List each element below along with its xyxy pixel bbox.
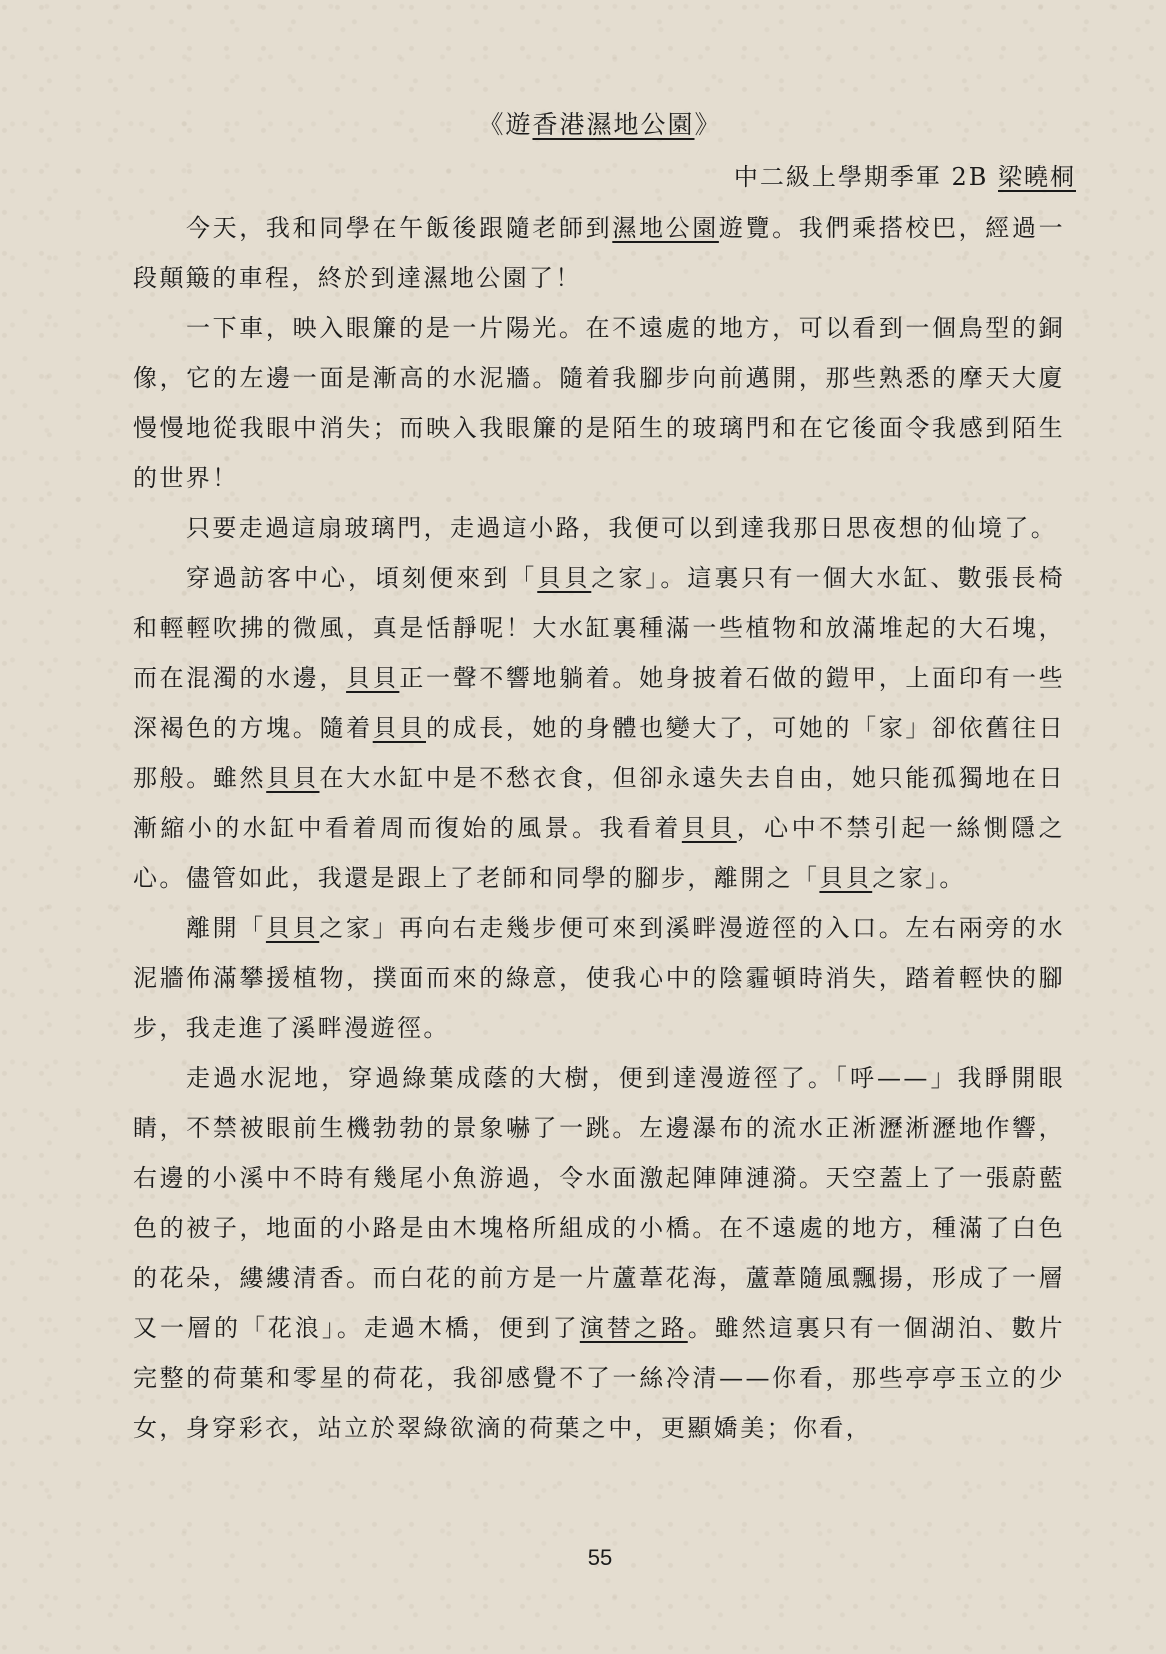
- proper-noun: 貝貝: [266, 764, 320, 792]
- author-byline: [734, 160, 1076, 194]
- paragraph-text: 只要走過這扇玻璃門，走過這小路，我便可以到達我那日思夜想的仙境了。: [186, 514, 1058, 542]
- essay-paragraph: [133, 203, 1065, 303]
- proper-noun: 貝貝: [537, 564, 592, 592]
- paragraph-text: 在大水缸中是不愁衣食，但卻永遠失去自由，她只能孤獨地在日漸縮小的水缸中看着周而復始的風景。我看着: [133, 764, 1066, 842]
- proper-noun: 貝貝: [681, 814, 737, 842]
- essay-paragraph: [133, 553, 1065, 903]
- paragraph-text: 之家」。: [872, 864, 966, 892]
- paragraph-text: 之家」。這裏只有一個大水缸、數張長椅和輕輕吹拂的微風，真是恬靜呢！大水缸裏種滿一些植物和放滿堆起的大石塊，而在混濁的水邊，: [133, 564, 1066, 692]
- essay-paragraph: [133, 1053, 1065, 1453]
- paragraph-text: ，心中不禁引起一絲惻隱之心。儘管如此，我還是跟上了老師和同學的腳步，離開之「: [133, 814, 1065, 892]
- paragraph-text: 。雖然這裏只有一個湖泊、數片完整的荷葉和零星的荷花，我卻感覺不了一絲冷清——你看，那些亭亭玉立的少女，身穿彩衣，站立於翠綠欲滴的荷葉之中，更顯嬌美；你看，: [133, 1314, 1065, 1442]
- proper-noun: 貝貝: [819, 864, 873, 892]
- paragraph-text: 遊覽。我們乘搭校巴，經過一段顛簸的車程，終於到達濕地公園了！: [133, 214, 1065, 292]
- proper-noun: 貝貝: [372, 714, 426, 742]
- proper-noun: 濕地公園: [612, 214, 719, 242]
- author-name: 梁曉桐: [998, 163, 1076, 191]
- essay-paragraph: [133, 303, 1065, 503]
- essay-paragraph: [133, 503, 1065, 553]
- title-close: 》: [694, 110, 722, 139]
- paragraph-text: 今天，我和同學在午飯後跟隨老師到: [186, 214, 613, 242]
- paragraph-text: 走過水泥地，穿過綠葉成蔭的大樹，便到達漫遊徑了。「呼——」我睜開眼睛，不禁被眼前生機勃勃的景象嚇了一跳。左邊瀑布的流水正淅瀝淅瀝地作響，右邊的小溪中不時有幾尾小魚游過，令水面激起陣陣漣漪。天空蓋上了一張蔚藍色的被子，地面的小路是由木塊格所組成的小橋。在不遠處的地方，種滿了白色的花朵，縷縷清香。而白花的前方是一片蘆葦花海，蘆葦隨風飄揚，形成了一層又一層的「花浪」。走過木橋，便到了: [133, 1064, 1065, 1342]
- paragraph-text: 之家」再向右走幾步便可來到溪畔漫遊徑的入口。左右兩旁的水泥牆佈滿攀援植物，撲面而來的綠意，使我心中的陰霾頓時消失，踏着輕快的腳步，我走進了溪畔漫遊徑。: [133, 914, 1065, 1042]
- paragraph-text: 穿過訪客中心，頃刻便來到「: [186, 564, 538, 592]
- paragraph-text: 的成長，她的身體也變大了，可她的「家」卻依舊往日那般。雖然: [133, 714, 1065, 792]
- paragraph-text: 離開「: [186, 914, 266, 942]
- essay-title: [0, 108, 1166, 142]
- essay-body: [133, 203, 1065, 1453]
- paragraph-text: 正一聲不響地躺着。她身披着石做的鎧甲，上面印有一些深褐色的方塊。隨着: [133, 664, 1065, 742]
- title-open: 《遊: [478, 110, 533, 139]
- paragraph-text: 一下車，映入眼簾的是一片陽光。在不遠處的地方，可以看到一個鳥型的銅像，它的左邊一面是漸高的水泥牆。隨着我腳步向前邁開，那些熟悉的摩天大廈慢慢地從我眼中消失；而映入我眼簾的是陌生的玻璃門和在它後面令我感到陌生的世界！: [133, 314, 1065, 492]
- proper-noun: 貝貝: [346, 664, 400, 692]
- proper-noun: 演替之路: [579, 1314, 688, 1342]
- essay-paragraph: [133, 903, 1065, 1053]
- title-place-name: 香港濕地公園: [532, 110, 695, 139]
- page-number: 55: [587, 1545, 613, 1570]
- award-class-text: 中二級上學期季軍 2B: [733, 163, 998, 191]
- proper-noun: 貝貝: [265, 914, 320, 942]
